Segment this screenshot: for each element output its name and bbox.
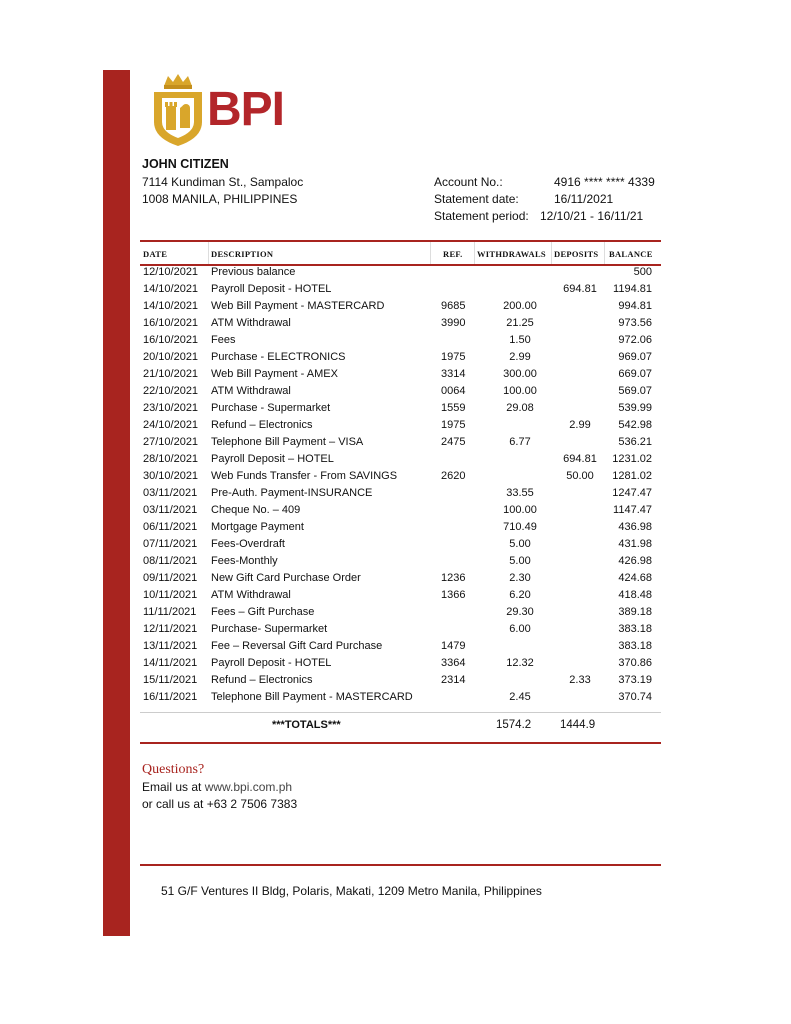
header-ref: REF. (443, 249, 463, 259)
col-divider (474, 242, 475, 264)
statement-period-value: 12/10/21 - 16/11/21 (540, 209, 644, 223)
cell-date: 06/11/2021 (143, 521, 198, 533)
cell-balance: 436.98 (618, 521, 652, 533)
cell-ref: 3314 (441, 368, 466, 380)
table-row (140, 521, 661, 538)
cell-date: 28/10/2021 (143, 453, 199, 465)
cell-ref: 1479 (441, 640, 466, 652)
cell-withdrawal: 100.00 (503, 385, 537, 397)
cell-deposit: 694.81 (563, 283, 597, 295)
header-withdrawals: WITHDRAWALS (477, 249, 546, 259)
bpi-wordmark: BPI (207, 83, 285, 136)
phone-line: or call us at +63 2 7506 7383 (142, 797, 298, 811)
table-row (140, 504, 661, 521)
cell-withdrawal: 2.30 (509, 572, 531, 584)
cell-date: 14/10/2021 (143, 300, 199, 312)
table-row (140, 470, 661, 487)
footer-address: 51 G/F Ventures II Bldg, Polaris, Makati, 1209 Metro Manila, Philippines (161, 884, 542, 898)
cell-date: 15/11/2021 (143, 674, 198, 686)
cell-balance: 370.74 (618, 691, 652, 703)
cell-balance: 418.48 (618, 589, 652, 601)
table-row (140, 385, 661, 402)
left-accent-bar (103, 70, 130, 936)
cell-description: Telephone Bill Payment – VISA (211, 436, 364, 448)
table-row (140, 589, 661, 606)
customer-name: JOHN CITIZEN (142, 157, 229, 171)
cell-balance: 383.18 (618, 640, 652, 652)
table-row (140, 555, 661, 572)
cell-balance: 542.98 (618, 419, 652, 431)
cell-date: 24/10/2021 (143, 419, 199, 431)
cell-withdrawal: 200.00 (503, 300, 537, 312)
header-balance: BALANCE (609, 249, 653, 259)
table-row (140, 572, 661, 589)
cell-withdrawal: 29.08 (506, 402, 534, 414)
cell-withdrawal: 2.45 (509, 691, 531, 703)
cell-balance: 1194.81 (613, 283, 652, 295)
totals-rule (140, 712, 661, 713)
cell-description: Mortgage Payment (211, 521, 304, 533)
cell-ref: 1975 (441, 351, 466, 363)
cell-balance: 500 (633, 266, 652, 278)
account-number-label: Account No.: (434, 175, 503, 189)
statement-date-value: 16/11/2021 (554, 192, 614, 206)
cell-balance: 1247.47 (612, 487, 652, 499)
table-row (140, 623, 661, 640)
table-row (140, 657, 661, 674)
totals-label: ***TOTALS*** (272, 719, 341, 731)
cell-balance: 969.07 (618, 351, 652, 363)
cell-date: 27/10/2021 (143, 436, 199, 448)
email-line (142, 780, 292, 794)
cell-description: Cheque No. – 409 (211, 504, 301, 516)
cell-withdrawal: 710.49 (503, 521, 537, 533)
cell-withdrawal: 6.77 (509, 436, 531, 448)
table-row (140, 674, 661, 691)
cell-description: Fees-Overdraft (211, 538, 285, 550)
customer-address-line2: 1008 MANILA, PHILIPPINES (142, 192, 298, 206)
cell-balance: 383.18 (618, 623, 652, 635)
cell-balance: 373.19 (618, 674, 652, 686)
statement-date-label: Statement date: (434, 192, 519, 206)
cell-date: 10/11/2021 (143, 589, 198, 601)
account-number-value: 4916 **** **** 4339 (554, 175, 655, 189)
cell-description: Fees (211, 334, 236, 346)
cell-description: Payroll Deposit - HOTEL (211, 283, 332, 295)
cell-description: Telephone Bill Payment - MASTERCARD (211, 691, 413, 703)
cell-date: 23/10/2021 (143, 402, 199, 414)
cell-deposit: 694.81 (563, 453, 597, 465)
cell-withdrawal: 5.00 (509, 555, 531, 567)
crown-shield-icon (150, 72, 206, 147)
cell-description: Web Bill Payment - AMEX (211, 368, 338, 380)
cell-description: Purchase - ELECTRONICS (211, 351, 346, 363)
cell-withdrawal: 21.25 (506, 317, 534, 329)
cell-withdrawal: 33.55 (506, 487, 534, 499)
cell-date: 12/10/2021 (143, 266, 199, 278)
cell-ref: 2620 (441, 470, 466, 482)
table-row (140, 453, 661, 470)
cell-description: Fees-Monthly (211, 555, 278, 567)
cell-withdrawal: 300.00 (503, 368, 537, 380)
cell-balance: 1281.02 (612, 470, 652, 482)
table-row (140, 419, 661, 436)
cell-balance: 569.07 (618, 385, 652, 397)
cell-date: 07/11/2021 (143, 538, 198, 550)
header-description: DESCRIPTION (211, 249, 274, 259)
cell-balance: 536.21 (618, 436, 652, 448)
cell-date: 22/10/2021 (143, 385, 199, 397)
cell-withdrawal: 29.30 (506, 606, 534, 618)
cell-balance: 424.68 (618, 572, 652, 584)
cell-description: Purchase- Supermarket (211, 623, 328, 635)
cell-balance: 1231.02 (612, 453, 652, 465)
cell-date: 11/11/2021 (143, 606, 197, 618)
cell-date: 30/10/2021 (143, 470, 199, 482)
cell-description: Refund – Electronics (211, 674, 313, 686)
table-row (140, 283, 661, 300)
table-row (140, 317, 661, 334)
cell-description: ATM Withdrawal (211, 589, 291, 601)
cell-description: Fee – Reversal Gift Card Purchase (211, 640, 383, 652)
header-date: DATE (143, 249, 168, 259)
cell-ref: 1366 (441, 589, 466, 601)
totals-withdrawals: 1574.2 (496, 719, 532, 731)
cell-description: Fees – Gift Purchase (211, 606, 315, 618)
header-deposits: DEPOSITS (554, 249, 599, 259)
cell-ref: 1559 (441, 402, 466, 414)
col-divider (208, 242, 209, 264)
customer-address-line1: 7114 Kundiman St., Sampaloc (142, 175, 304, 189)
footer-rule (140, 864, 661, 866)
email-prefix: Email us at (142, 780, 205, 794)
cell-withdrawal: 2.99 (509, 351, 531, 363)
cell-description: Purchase - Supermarket (211, 402, 331, 414)
cell-date: 16/10/2021 (143, 334, 199, 346)
cell-date: 08/11/2021 (143, 555, 198, 567)
table-row (140, 538, 661, 555)
cell-balance: 994.81 (618, 300, 652, 312)
cell-withdrawal: 100.00 (503, 504, 537, 516)
table-row (140, 640, 661, 657)
cell-ref: 3990 (441, 317, 466, 329)
cell-description: ATM Withdrawal (211, 385, 291, 397)
cell-description: Web Bill Payment - MASTERCARD (211, 300, 385, 312)
cell-date: 03/11/2021 (143, 504, 198, 516)
cell-balance: 972.06 (618, 334, 652, 346)
cell-date: 09/11/2021 (143, 572, 198, 584)
cell-withdrawal: 6.20 (509, 589, 531, 601)
cell-description: Previous balance (211, 266, 296, 278)
cell-date: 14/11/2021 (143, 657, 198, 669)
cell-balance: 431.98 (618, 538, 652, 550)
cell-description: Pre-Auth. Payment-INSURANCE (211, 487, 373, 499)
cell-ref: 9685 (441, 300, 466, 312)
cell-balance: 973.56 (618, 317, 652, 329)
cell-ref: 0064 (441, 385, 466, 397)
table-row (140, 487, 661, 504)
table-row (140, 436, 661, 453)
cell-balance: 370.86 (618, 657, 652, 669)
statement-period-label: Statement period: (434, 209, 529, 223)
cell-withdrawal: 1.50 (509, 334, 531, 346)
cell-withdrawal: 6.00 (509, 623, 531, 635)
cell-description: Web Funds Transfer - From SAVINGS (211, 470, 398, 482)
questions-heading: Questions? (142, 762, 205, 777)
cell-description: Refund – Electronics (211, 419, 313, 431)
cell-description: ATM Withdrawal (211, 317, 291, 329)
table-bottom-rule (140, 742, 661, 744)
table-row (140, 266, 661, 283)
cell-date: 21/10/2021 (143, 368, 199, 380)
cell-withdrawal: 12.32 (506, 657, 534, 669)
cell-description: New Gift Card Purchase Order (211, 572, 361, 584)
table-row (140, 334, 661, 351)
cell-balance: 539.99 (618, 402, 652, 414)
cell-date: 20/10/2021 (143, 351, 199, 363)
cell-ref: 1236 (441, 572, 466, 584)
col-divider (430, 242, 431, 264)
cell-date: 14/10/2021 (143, 283, 199, 295)
website-link[interactable]: www.bpi.com.ph (204, 780, 293, 794)
cell-date: 12/11/2021 (143, 623, 198, 635)
cell-ref: 2314 (441, 674, 466, 686)
cell-deposit: 2.33 (569, 674, 591, 686)
cell-date: 03/11/2021 (143, 487, 198, 499)
cell-ref: 3364 (441, 657, 466, 669)
cell-deposit: 2.99 (569, 419, 591, 431)
table-row (140, 351, 661, 368)
cell-deposit: 50.00 (566, 470, 594, 482)
table-row (140, 368, 661, 385)
cell-ref: 1975 (441, 419, 466, 431)
table-row (140, 691, 661, 708)
cell-balance: 1147.47 (613, 504, 652, 516)
table-row (140, 606, 661, 623)
cell-date: 13/11/2021 (143, 640, 198, 652)
cell-description: Payroll Deposit – HOTEL (211, 453, 334, 465)
cell-balance: 426.98 (618, 555, 652, 567)
col-divider (604, 242, 605, 264)
table-row (140, 300, 661, 317)
cell-description: Payroll Deposit - HOTEL (211, 657, 332, 669)
table-row (140, 402, 661, 419)
cell-ref: 2475 (441, 436, 466, 448)
col-divider (551, 242, 552, 264)
cell-date: 16/10/2021 (143, 317, 199, 329)
cell-date: 16/11/2021 (143, 691, 198, 703)
totals-deposits: 1444.9 (560, 719, 596, 731)
cell-withdrawal: 5.00 (509, 538, 531, 550)
cell-balance: 389.18 (618, 606, 652, 618)
cell-balance: 669.07 (618, 368, 652, 380)
